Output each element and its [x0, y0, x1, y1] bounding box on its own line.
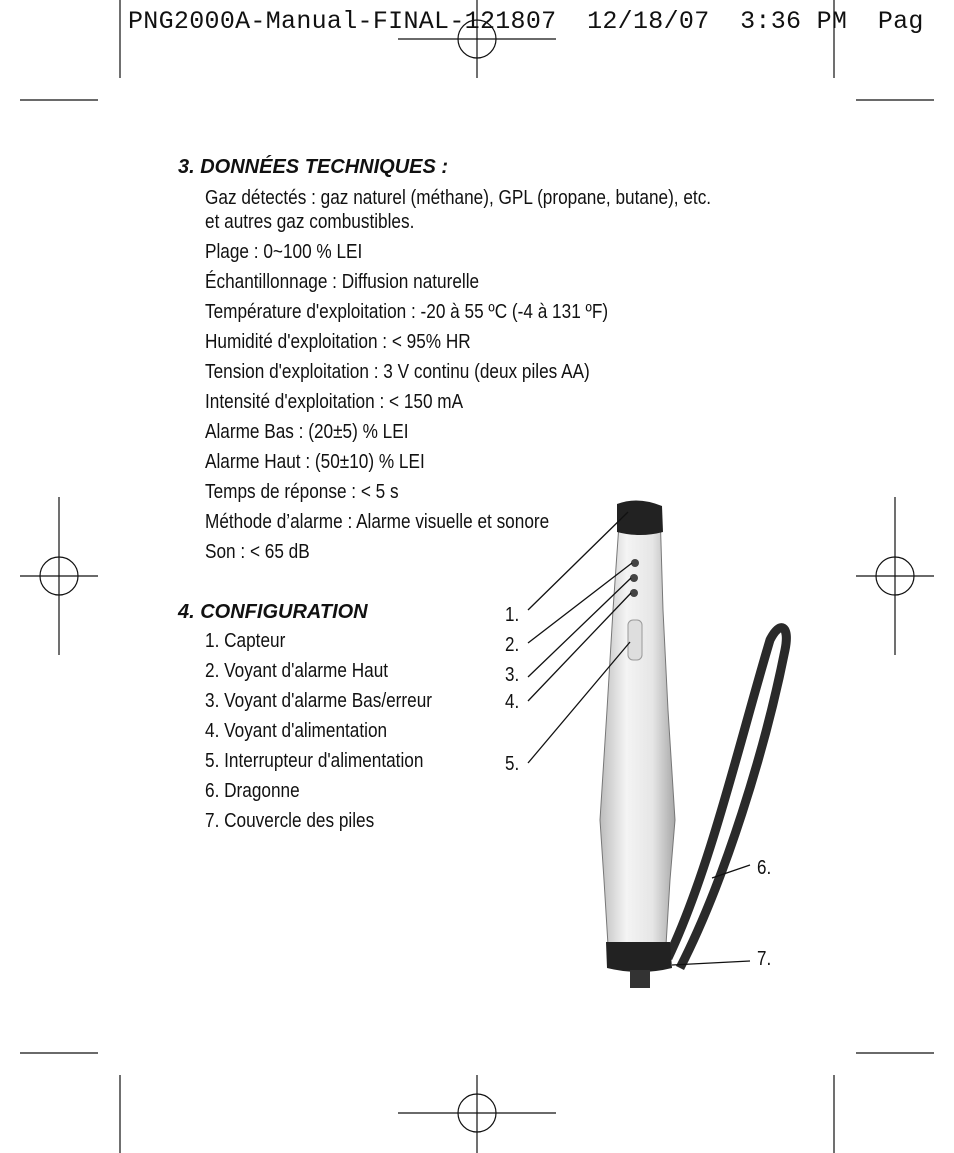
spec-range: Plage : 0~100 % LEI: [205, 241, 363, 263]
callout-2: 2.: [505, 634, 520, 656]
spec-current: Intensité d'exploitation : < 150 mA: [205, 391, 464, 413]
spec-voltage: Tension d'exploitation : 3 V continu (deux piles AA): [205, 361, 590, 383]
callout-6: 6.: [757, 857, 772, 879]
section-4-title: 4. CONFIGURATION: [178, 601, 368, 623]
gas-detector-illustration: [480, 490, 810, 1000]
sensor-cap: [617, 500, 663, 535]
high-alarm-led-icon: [631, 559, 639, 567]
config-item-power-led: 4. Voyant d'alimentation: [205, 720, 388, 742]
device-body: [600, 510, 675, 945]
config-item-low-alarm-led: 3. Voyant d'alarme Bas/erreur: [205, 690, 433, 712]
spec-sound: Son : < 65 dB: [205, 541, 310, 563]
config-item-sensor: 1. Capteur: [205, 630, 286, 652]
section-3-title: 3. DONNÉES TECHNIQUES :: [178, 156, 449, 178]
config-item-battery-cover: 7. Couvercle des piles: [205, 810, 375, 832]
callout-1: 1.: [505, 604, 520, 626]
callout-5: 5.: [505, 753, 520, 775]
print-slug-line: PNG2000A-Manual-FINAL-121807 12/18/07 3:36 PM Pag: [128, 7, 924, 36]
strap-icon: [668, 628, 786, 968]
power-switch-icon: [628, 620, 642, 660]
config-item-power-switch: 5. Interrupteur d'alimentation: [205, 750, 424, 772]
spec-temperature: Température d'exploitation : -20 à 55 ºC (-4 à 131 ºF): [205, 301, 609, 323]
spec-response-time: Temps de réponse : < 5 s: [205, 481, 399, 503]
callout-7: 7.: [757, 948, 772, 970]
spec-humidity: Humidité d'exploitation : < 95% HR: [205, 331, 471, 353]
battery-cover-clip: [630, 970, 650, 988]
spec-alarm-method: Méthode d’alarme : Alarme visuelle et sonore: [205, 511, 550, 533]
configuration-list: [205, 626, 432, 836]
power-led-icon: [630, 589, 638, 597]
callout-4: 4.: [505, 691, 520, 713]
spec-gases: Gaz détectés : gaz naturel (méthane), GPL (propane, butane), etc. et autres gaz combustibles.: [205, 187, 712, 233]
config-item-strap: 6. Dragonne: [205, 780, 300, 802]
spec-low-alarm: Alarme Bas : (20±5) % LEI: [205, 421, 409, 443]
spec-sampling: Échantillonnage : Diffusion naturelle: [205, 271, 480, 293]
spec-high-alarm: Alarme Haut : (50±10) % LEI: [205, 451, 425, 473]
low-alarm-led-icon: [630, 574, 638, 582]
callout-3: 3.: [505, 664, 520, 686]
battery-cover: [606, 942, 672, 972]
config-item-high-alarm-led: 2. Voyant d'alarme Haut: [205, 660, 389, 682]
